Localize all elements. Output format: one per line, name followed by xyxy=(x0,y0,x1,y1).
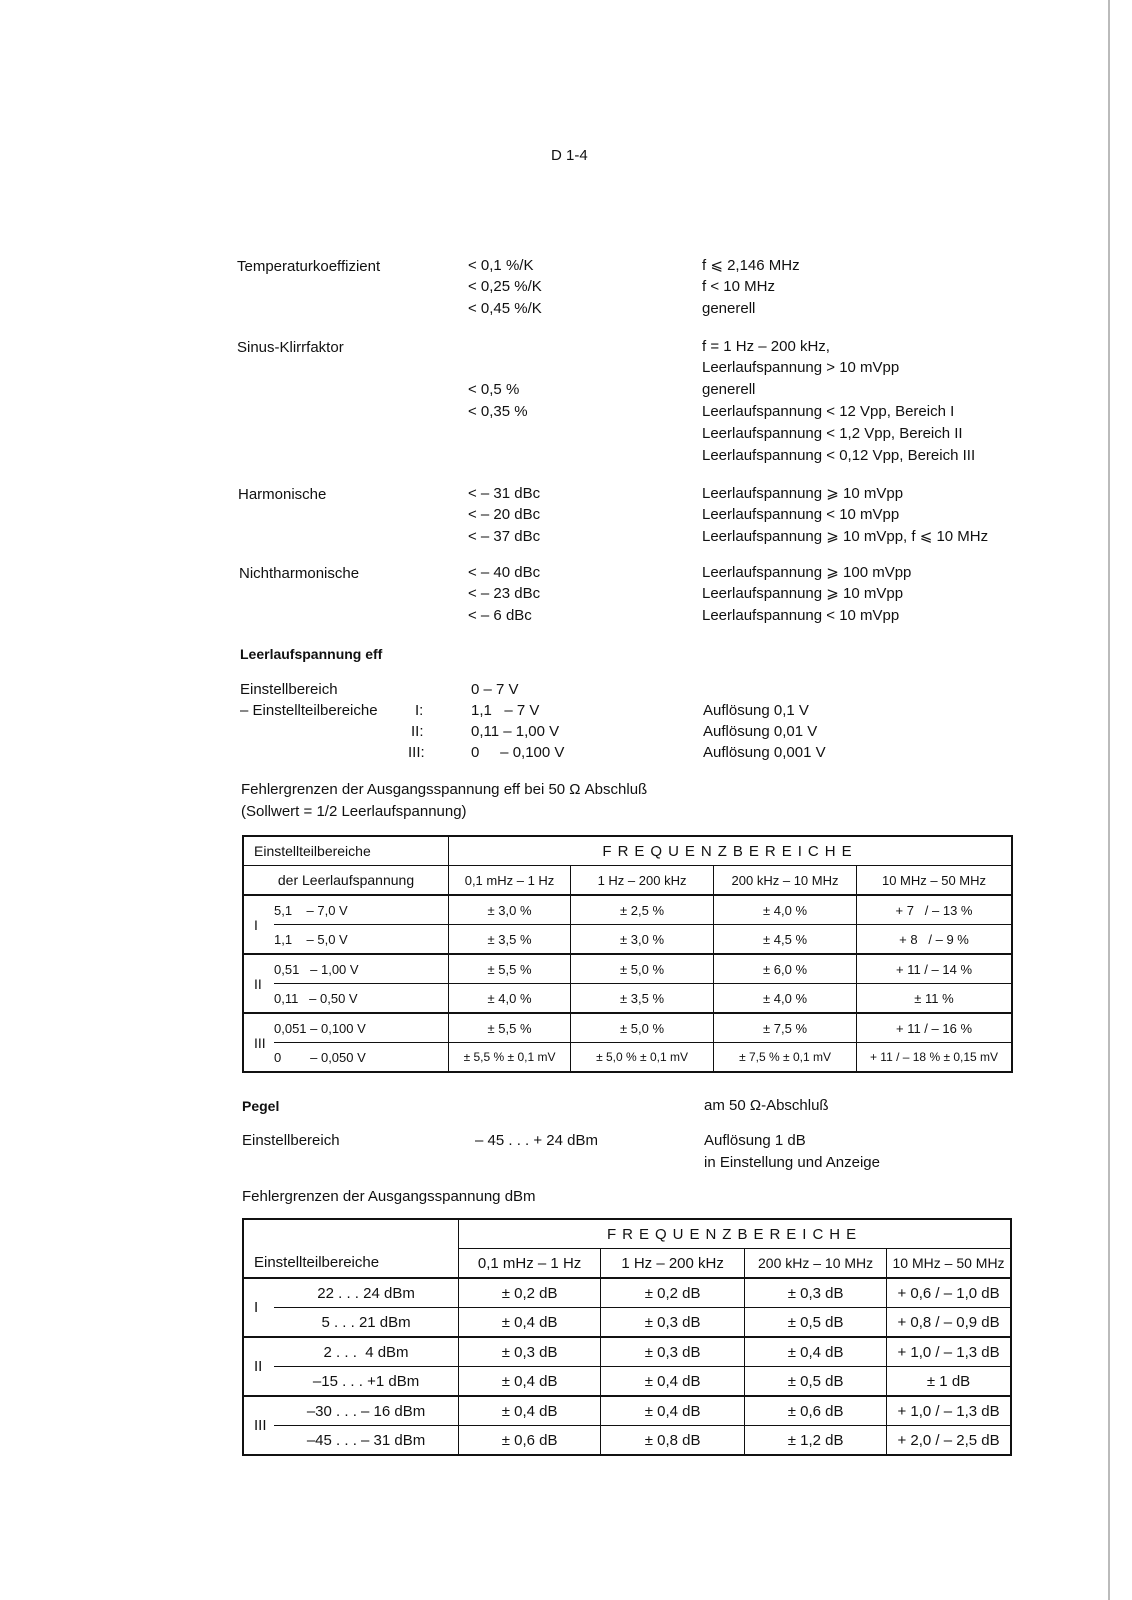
condition: Auflösung 0,001 V xyxy=(703,744,826,761)
table-row xyxy=(243,984,1012,1014)
pegel-abschluss: am 50 Ω-Abschluß xyxy=(704,1097,829,1114)
range: 0,11 – 0,50 V xyxy=(274,984,449,1014)
condition: Leerlaufspannung > 10 mVpp xyxy=(702,359,900,376)
col-header: 1 Hz – 200 kHz xyxy=(601,1249,745,1279)
value: < – 23 dBc xyxy=(468,585,541,602)
cell: + 11 / – 18 % ± 0,15 mV xyxy=(857,1043,1012,1073)
cell: + 11 / – 16 % xyxy=(857,1013,1012,1043)
value: < – 6 dBc xyxy=(468,607,532,624)
range: –15 . . . +1 dBm xyxy=(274,1367,459,1397)
cell: ± 0,2 dB xyxy=(601,1278,745,1308)
fehler-caption-note: (Sollwert = 1/2 Leerlaufspannung) xyxy=(241,803,467,820)
table-row xyxy=(243,954,1012,984)
cell: ± 5,5 % ± 0,1 mV xyxy=(449,1043,571,1073)
cell: ± 4,5 % xyxy=(714,925,857,955)
col-header: 0,1 mHz – 1 Hz xyxy=(459,1249,601,1279)
cell: ± 0,4 dB xyxy=(745,1337,887,1367)
cell: + 1,0 / – 1,3 dB xyxy=(887,1337,1011,1367)
freq-header: FREQUENZBEREICHE xyxy=(459,1219,1011,1249)
col-header: 200 kHz – 10 MHz xyxy=(745,1249,887,1279)
cell: ± 5,5 % xyxy=(449,1013,571,1043)
page-number: D 1-4 xyxy=(551,147,588,164)
col-header: Einstellteilbereiche xyxy=(243,1219,459,1278)
col-header: 200 kHz – 10 MHz xyxy=(714,866,857,896)
condition: Leerlaufspannung < 10 mVpp xyxy=(702,506,900,523)
range: –45 . . . – 31 dBm xyxy=(274,1426,459,1456)
label-klirrfaktor: Sinus-Klirrfaktor xyxy=(237,339,344,356)
condition: Auflösung 1 dB xyxy=(704,1132,806,1149)
range-roman: II: xyxy=(411,723,424,740)
cell: + 2,0 / – 2,5 dB xyxy=(887,1426,1011,1456)
range: 5,1 – 7,0 V xyxy=(274,895,449,925)
condition: Leerlaufspannung ⩾ 10 mVpp xyxy=(702,585,904,602)
cell: ± 5,0 % ± 0,1 mV xyxy=(571,1043,714,1073)
value: 0,11 – 1,00 V xyxy=(471,723,560,740)
range-roman: II xyxy=(243,1337,274,1396)
table-row xyxy=(243,1013,1012,1043)
table-row xyxy=(243,1278,1011,1308)
cell: ± 7,5 % ± 0,1 mV xyxy=(714,1043,857,1073)
cell: ± 6,0 % xyxy=(714,954,857,984)
heading-pegel: Pegel xyxy=(242,1098,280,1114)
value: < 0,1 %/K xyxy=(468,257,534,274)
value: < – 20 dBc xyxy=(468,506,541,523)
condition: Auflösung 0,1 V xyxy=(703,702,809,719)
range-roman: II xyxy=(243,954,274,1013)
freq-header: FREQUENZBEREICHE xyxy=(449,836,1012,866)
value: < – 31 dBc xyxy=(468,485,541,502)
cell: ± 5,0 % xyxy=(571,954,714,984)
value: < – 40 dBc xyxy=(468,564,541,581)
label-nichtharmonische: Nichtharmonische xyxy=(239,565,360,582)
table-row xyxy=(243,1043,1012,1073)
cell: ± 3,5 % xyxy=(449,925,571,955)
cell: ± 0,4 dB xyxy=(459,1308,601,1338)
condition: Leerlaufspannung < 0,12 Vpp, Bereich III xyxy=(702,447,976,464)
range: 5 . . . 21 dBm xyxy=(274,1308,459,1338)
range-roman: I: xyxy=(415,702,424,719)
cell: ± 1 dB xyxy=(887,1367,1011,1397)
table-row xyxy=(243,895,1012,925)
condition: Leerlaufspannung < 12 Vpp, Bereich I xyxy=(702,403,955,420)
cell: ± 3,0 % xyxy=(571,925,714,955)
cell: + 1,0 / – 1,3 dB xyxy=(887,1396,1011,1426)
cell: ± 0,2 dB xyxy=(459,1278,601,1308)
cell: ± 0,5 dB xyxy=(745,1367,887,1397)
table-row xyxy=(243,925,1012,955)
table-fehlergrenzen-dbm xyxy=(242,1218,1012,1456)
range-roman: III xyxy=(243,1013,274,1072)
condition: Leerlaufspannung ⩾ 10 mVpp, f ⩽ 10 MHz xyxy=(702,528,989,545)
fehler-caption: Fehlergrenzen der Ausgangsspannung dBm xyxy=(242,1188,536,1205)
value: < 0,45 %/K xyxy=(468,300,542,317)
fehler-caption: Fehlergrenzen der Ausgangsspannung eff bei 50 Ω Abschluß xyxy=(241,781,648,798)
table-row xyxy=(243,1308,1011,1338)
value: – 45 . . . + 24 dBm xyxy=(475,1132,598,1149)
cell: ± 0,3 dB xyxy=(601,1308,745,1338)
value: < 0,25 %/K xyxy=(468,278,542,295)
label-einstellbereich: Einstellbereich xyxy=(240,681,338,698)
col-header: Einstellteilbereiche xyxy=(243,836,449,866)
range-roman: I xyxy=(243,895,274,954)
cell: + 0,6 / – 1,0 dB xyxy=(887,1278,1011,1308)
col-header: der Leerlaufspannung xyxy=(243,866,449,896)
value: 1,1 – 7 V xyxy=(471,702,540,719)
table-row xyxy=(243,1426,1011,1456)
cell: + 11 / – 14 % xyxy=(857,954,1012,984)
condition: generell xyxy=(702,381,756,398)
range: –30 . . . – 16 dBm xyxy=(274,1396,459,1426)
table-row xyxy=(243,1396,1011,1426)
condition: f = 1 Hz – 200 kHz, xyxy=(702,338,830,355)
cell: ± 0,5 dB xyxy=(745,1308,887,1338)
label-harmonische: Harmonische xyxy=(238,486,327,503)
value: < 0,35 % xyxy=(468,403,528,420)
cell: ± 0,4 dB xyxy=(601,1367,745,1397)
condition: Leerlaufspannung ⩾ 10 mVpp xyxy=(702,485,904,502)
cell: ± 4,0 % xyxy=(714,984,857,1014)
label-temperaturkoeffizient: Temperaturkoeffizient xyxy=(237,258,381,275)
range-roman: III xyxy=(243,1396,274,1455)
range-roman: I xyxy=(243,1278,274,1337)
cell: ± 0,6 dB xyxy=(459,1426,601,1456)
table-row xyxy=(243,1337,1011,1367)
cell: ± 4,0 % xyxy=(449,984,571,1014)
cell: ± 3,5 % xyxy=(571,984,714,1014)
condition: f < 10 MHz xyxy=(702,278,775,295)
value: < – 37 dBc xyxy=(468,528,541,545)
col-header: 10 MHz – 50 MHz xyxy=(857,866,1012,896)
cell: ± 1,2 dB xyxy=(745,1426,887,1456)
value: 0 – 7 V xyxy=(471,681,519,698)
cell: ± 7,5 % xyxy=(714,1013,857,1043)
condition: generell xyxy=(702,300,756,317)
cell: ± 5,0 % xyxy=(571,1013,714,1043)
table-fehlergrenzen-eff xyxy=(242,835,1013,1073)
cell: ± 0,4 dB xyxy=(459,1396,601,1426)
cell: ± 4,0 % xyxy=(714,895,857,925)
condition: Leerlaufspannung ⩾ 100 mVpp xyxy=(702,564,912,581)
condition: f ⩽ 2,146 MHz xyxy=(702,257,800,274)
range-roman: III: xyxy=(408,744,425,761)
cell: ± 3,0 % xyxy=(449,895,571,925)
scan-edge xyxy=(1108,0,1110,1600)
table-row xyxy=(243,1367,1011,1397)
value: 0 – 0,100 V xyxy=(471,744,565,761)
cell: + 7 / – 13 % xyxy=(857,895,1012,925)
label-teilbereiche: – Einstellteilbereiche xyxy=(240,702,378,719)
range: 2 . . . 4 dBm xyxy=(274,1337,459,1367)
condition: Auflösung 0,01 V xyxy=(703,723,818,740)
value: < 0,5 % xyxy=(468,381,520,398)
cell: ± 2,5 % xyxy=(571,895,714,925)
cell: ± 0,6 dB xyxy=(745,1396,887,1426)
cell: ± 0,3 dB xyxy=(745,1278,887,1308)
cell: ± 0,8 dB xyxy=(601,1426,745,1456)
range: 0,51 – 1,00 V xyxy=(274,954,449,984)
range: 22 . . . 24 dBm xyxy=(274,1278,459,1308)
condition: Leerlaufspannung < 10 mVpp xyxy=(702,607,900,624)
range: 0,051 – 0,100 V xyxy=(274,1013,449,1043)
range: 1,1 – 5,0 V xyxy=(274,925,449,955)
label-einstellbereich: Einstellbereich xyxy=(242,1132,340,1149)
heading-leerlaufspannung: Leerlaufspannung eff xyxy=(240,646,383,662)
cell: + 0,8 / – 0,9 dB xyxy=(887,1308,1011,1338)
col-header: 10 MHz – 50 MHz xyxy=(887,1249,1011,1279)
range: 0 – 0,050 V xyxy=(274,1043,449,1073)
cell: ± 0,4 dB xyxy=(601,1396,745,1426)
cell: ± 0,4 dB xyxy=(459,1367,601,1397)
cell: ± 5,5 % xyxy=(449,954,571,984)
col-header: 0,1 mHz – 1 Hz xyxy=(449,866,571,896)
col-header: 1 Hz – 200 kHz xyxy=(571,866,714,896)
condition: Leerlaufspannung < 1,2 Vpp, Bereich II xyxy=(702,425,963,442)
cell: ± 0,3 dB xyxy=(459,1337,601,1367)
cell: ± 11 % xyxy=(857,984,1012,1014)
cell: ± 0,3 dB xyxy=(601,1337,745,1367)
condition: in Einstellung und Anzeige xyxy=(704,1154,880,1171)
cell: + 8 / – 9 % xyxy=(857,925,1012,955)
